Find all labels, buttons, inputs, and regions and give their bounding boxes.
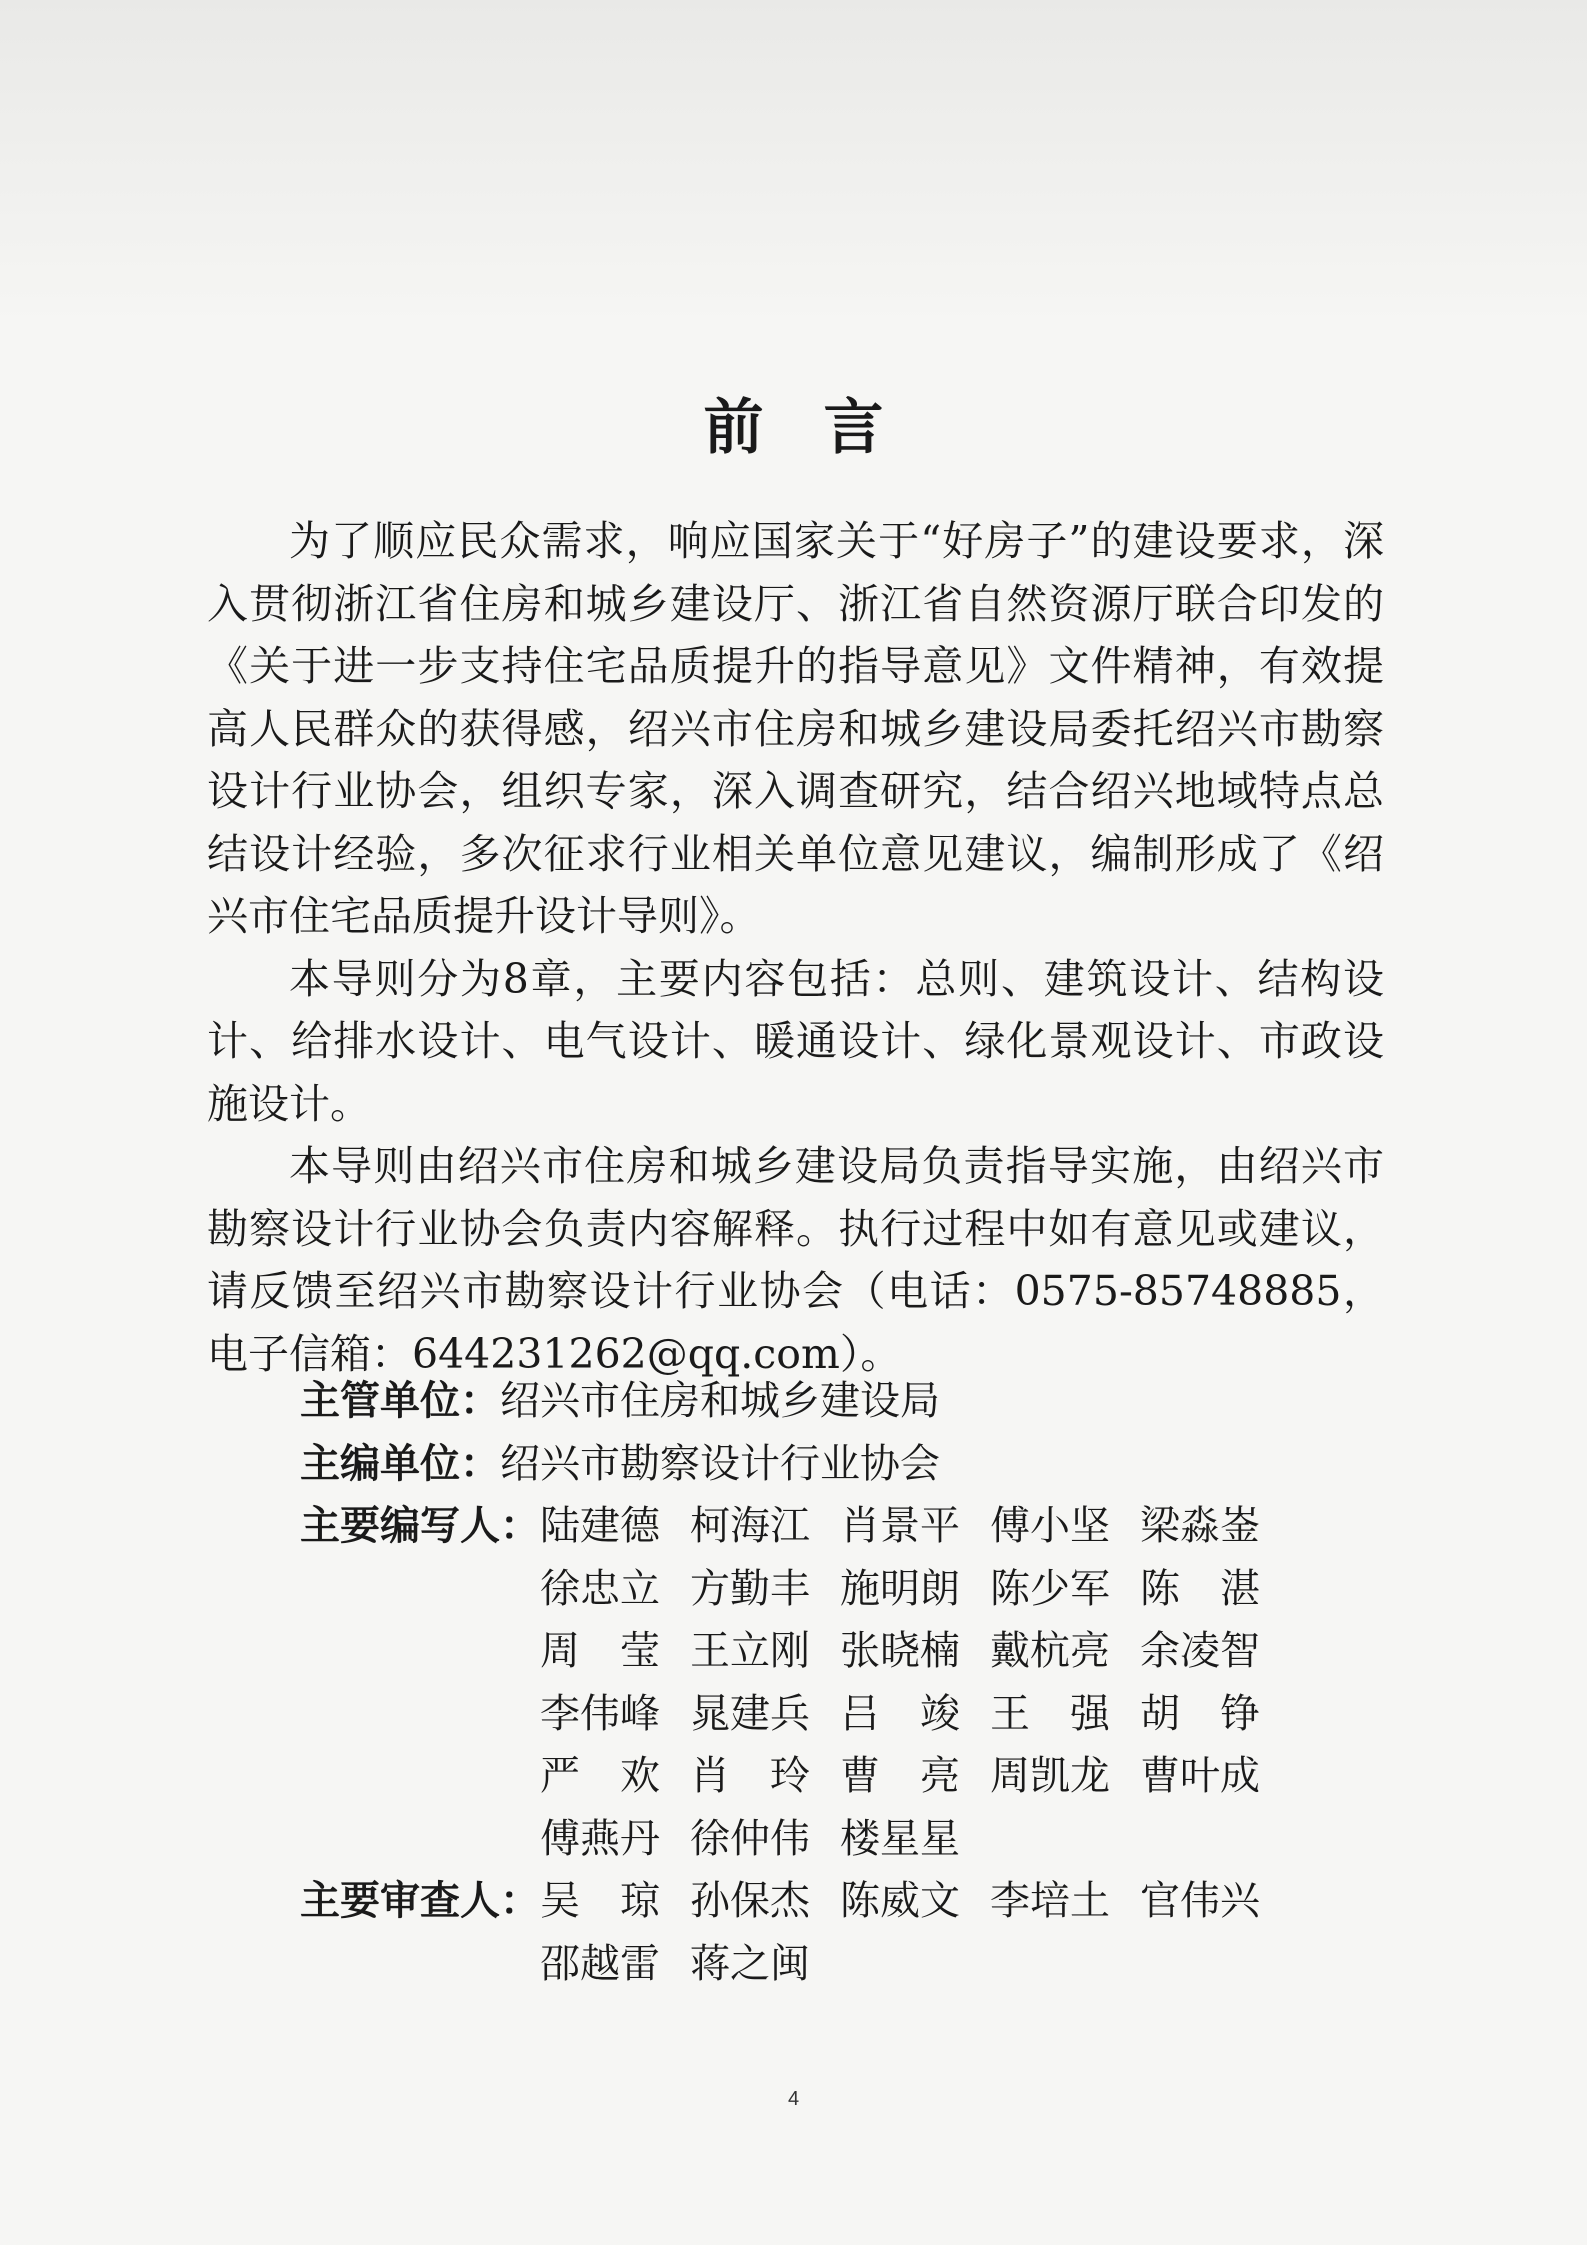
reviewer-name: 蒋之闽: [690, 1940, 810, 1987]
writers-row: [300, 1495, 1400, 1870]
editor-unit-label: 主编单位：: [300, 1440, 500, 1487]
reviewer-name: 孙保杰: [690, 1878, 810, 1924]
competent-unit-value: 绍兴市住房和城乡建设局: [500, 1378, 940, 1424]
writer-name: 陈 湛: [1140, 1565, 1260, 1612]
writer-name: 吕 竣: [840, 1690, 960, 1737]
writer-name: 周凯龙: [990, 1753, 1110, 1799]
writer-name: 傅燕丹: [540, 1815, 660, 1862]
reviewer-name: 官伟兴: [1140, 1878, 1260, 1924]
writers-label: 主要编写人：: [300, 1503, 540, 1549]
writer-name: 余凌智: [1140, 1628, 1260, 1674]
writer-name: 肖 玲: [690, 1753, 810, 1799]
writer-name: 徐仲伟: [690, 1815, 810, 1862]
page-title: 前言: [703, 393, 944, 463]
writers-list: [540, 1495, 1290, 1870]
writer-name: 晁建兵: [690, 1690, 810, 1737]
writer-name: 曹 亮: [840, 1753, 960, 1799]
writer-name: 陆建德: [540, 1503, 660, 1549]
reviewers-label: 主要审查人：: [300, 1878, 540, 1924]
writer-name: 严 欢: [540, 1753, 660, 1799]
scan-shadow: [0, 0, 1587, 330]
writer-name: 周 莹: [540, 1628, 660, 1674]
competent-unit-label: 主管单位：: [300, 1378, 500, 1424]
writer-name: 曹叶成: [1140, 1753, 1260, 1799]
writer-name: 楼星星: [840, 1815, 960, 1862]
writer-name: 李伟峰: [540, 1690, 660, 1737]
writer-name: 戴杭亮: [990, 1628, 1110, 1674]
writer-name: 施明朗: [840, 1565, 960, 1612]
paragraph-1: 为了顺应民众需求，响应国家关于“好房子”的建设要求，深入贯彻浙江省住房和城乡建设厅、浙江省自然资源厅联合印发的《关于进一步支持住宅品质提升的指导意见》文件精神，有效提高人民群众的获得感，绍兴市住房和城乡建设局委托绍兴市勘察设计行业协会，组织专家，深入调查研究，结合绍兴地域特点总结设计经验，多次征求行业相关单位意见建议，编制形成了《绍兴市住宅品质提升设计导则》。: [207, 517, 1384, 940]
writer-name: 张晓楠: [840, 1628, 960, 1674]
writer-name: 梁淼崟: [1140, 1503, 1260, 1549]
reviewer-name: 陈威文: [840, 1878, 960, 1924]
credits-block: [300, 1370, 1400, 1995]
editor-unit-row: [300, 1433, 1400, 1496]
writer-name: 傅小坚: [990, 1503, 1110, 1549]
writer-name: 胡 铮: [1140, 1690, 1260, 1737]
editor-unit-value: 绍兴市勘察设计行业协会: [500, 1440, 940, 1487]
writer-name: 王立刚: [690, 1628, 810, 1674]
writer-name: 柯海江: [690, 1503, 810, 1549]
writer-name: 徐忠立: [540, 1565, 660, 1612]
page-number: 4: [787, 2088, 800, 2110]
reviewers-list: [540, 1870, 1290, 1995]
reviewers-row: [300, 1870, 1400, 1995]
writer-name: 方勤丰: [690, 1565, 810, 1612]
reviewer-name: 吴 琼: [540, 1878, 660, 1924]
reviewer-name: 邵越雷: [540, 1940, 660, 1987]
paragraph-3: 本导则由绍兴市住房和城乡建设局负责指导实施，由绍兴市勘察设计行业协会负责内容解释。执行过程中如有意见或建议，请反馈至绍兴市勘察设计行业协会（电话：0575-85748885，电子信箱：644231262@qq.com）。: [207, 1142, 1384, 1378]
writer-name: 王 强: [990, 1690, 1110, 1737]
paragraph-2: 本导则分为8章，主要内容包括：总则、建筑设计、结构设计、给排水设计、电气设计、暖通设计、绿化景观设计、市政设施设计。: [207, 954, 1384, 1128]
competent-unit-row: [300, 1370, 1400, 1433]
writer-name: 陈少军: [990, 1565, 1110, 1612]
preface-body: [207, 510, 1384, 1385]
writer-name: 肖景平: [840, 1503, 960, 1549]
reviewer-name: 李培土: [990, 1878, 1110, 1924]
